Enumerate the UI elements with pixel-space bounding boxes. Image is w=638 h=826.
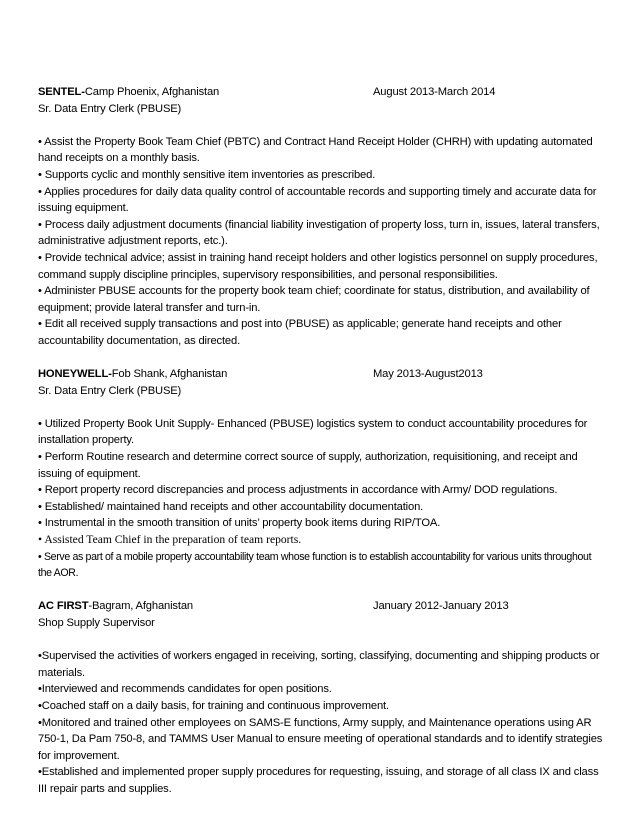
job-header [38, 366, 603, 383]
bullet-item: • Administer PBUSE accounts for the property book team chief; coordinate for status, distribution, and availability of equipment; provide lateral transfer and turn-in. [38, 285, 590, 314]
bullet-item: • Serve as part of a mobile property accountability team whose function is to establish accountability for various units throughout the AOR. [38, 550, 592, 580]
bullet-item: •Supervised the activities of workers engaged in receiving, sorting, classifying, documenting and shipping products or materials. [38, 650, 600, 679]
company-name: SENTEL- [38, 86, 85, 98]
bullet-item: • Instrumental in the smooth transition of units’ property book items during RIP/TOA. [38, 517, 441, 530]
job-header [38, 84, 603, 101]
company-name: AC FIRST [38, 600, 89, 613]
bullet-item: • Provide technical advice; assist in training hand receipt holders and other logistics personnel on supply procedures, command supply discipline principles, supervisory responsibilities, and personal responsibilities. [38, 251, 598, 281]
job-entry-ac-first [38, 598, 603, 797]
bullet-item: •Monitored and trained other employees on SAMS-E functions, Army supply, and Maintenance operations using AR 750-1, Da Pam 750-8, and TAMMS User Manual to ensure meeting of operational standards and to identify strategies for improvement. [38, 716, 603, 762]
bullet-item: • Report property record discrepancies and process adjustments in accordance with Army/ DOD regulations. [38, 484, 558, 497]
job-dates: January 2012-January 2013 [373, 600, 509, 613]
bullet-item: •Established and implemented proper supply procedures for requesting, issuing, and storage of all class IX and class III repair parts and supplies. [38, 766, 599, 795]
job-entry-sentel [38, 84, 603, 350]
job-location: Fob Shank, Afghanistan [111, 368, 228, 381]
job-header [38, 598, 603, 615]
job-dates: May 2013-August2013 [373, 368, 483, 381]
company-name: HONEYWELL- [38, 368, 112, 381]
spacer [38, 399, 603, 416]
job-title: Sr. Data Entry Clerk (PBUSE) [38, 384, 182, 397]
job-dates: August 2013-March 2014 [373, 86, 496, 98]
bullet-item: •Interviewed and recommends candidates for open positions. [38, 683, 332, 696]
job-title: Shop Supply Supervisor [38, 617, 155, 629]
spacer [38, 117, 603, 134]
job-entry-honeywell [38, 366, 603, 582]
bullet-item: • Edit all received supply transactions and post into (PBUSE) as applicable; generate hand receipts and other accountability documentation, as directed. [38, 318, 562, 347]
bullet-item: • Utilized Property Book Unit Supply- Enhanced (PBUSE) logistics system to conduct accountability procedures for installation property. [38, 417, 588, 447]
spacer [38, 632, 603, 649]
bullet-item: • Established/ maintained hand receipts and other accountability documentation. [38, 500, 424, 513]
bullet-item: • Applies procedures for daily data quality control of accountable records and supporting timely and accurate data for issuing equipment. [38, 185, 597, 215]
bullet-item: • Assist the Property Book Team Chief (PBTC) and Contract Hand Receipt Holder (CHRH) with updating automated hand receipts on a monthly basis. [38, 135, 593, 165]
bullet-item: • Supports cyclic and monthly sensitive item inventories as prescribed. [38, 168, 376, 181]
bullet-item: • Process daily adjustment documents (financial liability investigation of property loss, turn in, issues, lateral transfers, administrative adjustment reports, etc.). [38, 218, 600, 248]
resume-page [38, 84, 603, 814]
bullet-item: •Coached staff on a daily basis, for training and continuous improvement. [38, 699, 389, 712]
job-title: Sr. Data Entry Clerk (PBUSE) [38, 102, 182, 115]
job-location: Camp Phoenix, Afghanistan [84, 86, 220, 98]
job-location: -Bagram, Afghanistan [88, 600, 193, 613]
bullet-item: • Assisted Team Chief in the preparation of team reports. [38, 533, 302, 547]
bullet-item: • Perform Routine research and determine correct source of supply, authorization, requisitioning, and receipt and issuing of equipment. [38, 451, 578, 480]
